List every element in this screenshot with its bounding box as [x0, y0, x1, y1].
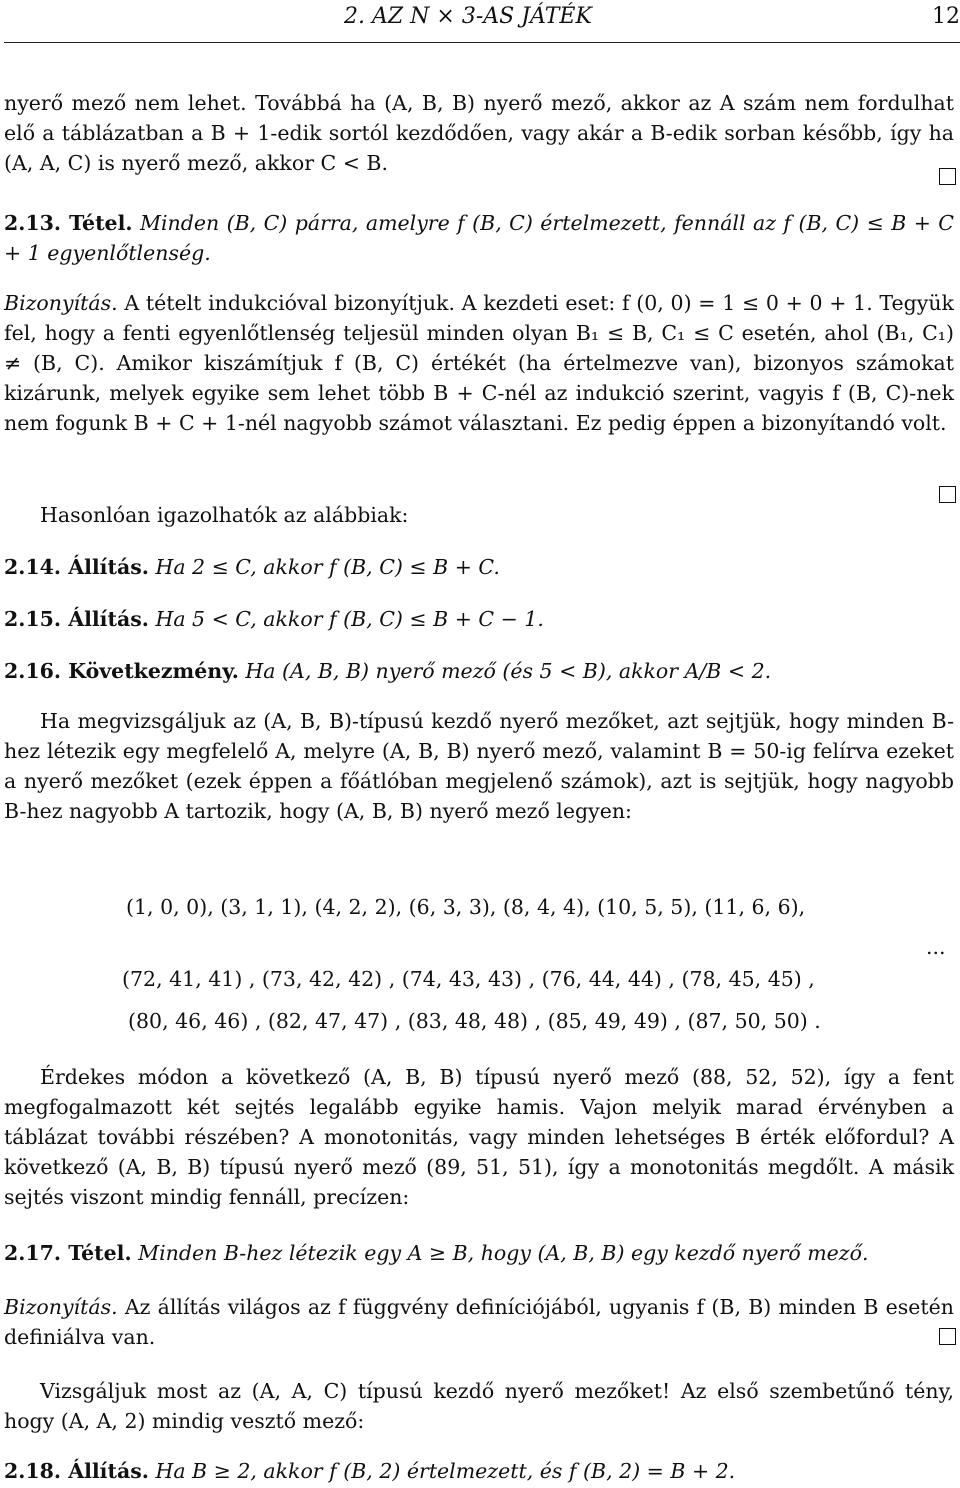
winning-list-dots: ... [926, 935, 946, 959]
paragraph-3: Érdekes módon a következő (A, B, B) típusú nyerő mező (88, 52, 52), így a fent megfogalmazott két sejtés legalább egyike hamis. Vajon melyik marad érvényben a táblázat további részében? A monotonitás, vagy minden lehetséges B érték előfordul? A következő (A, B, B) típusú nyerő mező (89, 51, 51), így a monotonitás megdőlt. A másik sejtés viszont mindig fennáll, precízen: [4, 1065, 954, 1209]
theorem-2-17 [4, 1238, 954, 1268]
chapter-title: 2. AZ N × 3-AS JÁTÉK [344, 4, 592, 29]
claim-label: 2.15. Állítás. [4, 607, 149, 631]
winning-list-line-2: (72, 41, 41) , (73, 42, 42) , (74, 43, 43) , (76, 44, 44) , (78, 45, 45) , [122, 967, 815, 991]
corollary-text: Ha (A, B, B) nyerő mező (és 5 < B), akkor A/B < 2. [245, 659, 772, 683]
winning-list-line-3: (80, 46, 46) , (82, 47, 47) , (83, 48, 48) , (85, 49, 49) , (87, 50, 50) . [128, 1009, 821, 1033]
claim-label: 2.18. Állítás. [4, 1459, 149, 1483]
theorem-text: Minden B-hez létezik egy A ≥ B, hogy (A, B, B) egy kezdő nyerő mező. [138, 1241, 869, 1265]
proof-2 [4, 1292, 954, 1352]
corollary-label: 2.16. Következmény. [4, 659, 239, 683]
paragraph-2: Ha megvizsgáljuk az (A, B, B)-típusú kezdő nyerő mezőket, azt sejtjük, hogy minden B-hez létezik egy megfelelő A, melyre (A, B, B) nyerő mező, valamint B = 50-ig felírva ezeket a nyerő mezőket (ezek éppen a főátlóban megjelenő számok), azt is sejtjük, hogy nagyobb B-hez nagyobb A tartozik, hogy (A, B, B) nyerő mező legyen: [4, 709, 954, 823]
paragraph-1: nyerő mező nem lehet. Továbbá ha (A, B, B) nyerő mező, akkor az A szám nem fordulhat elő a táblázatban a B + 1-edik sortól kezdődően, vagy akár a B-edik sorban később, így ha (A, A, C) is nyerő mező, akkor C < B. [4, 91, 954, 175]
paragraph-4: Vizsgáljuk most az (A, A, C) típusú kezdő nyerő mezőket! Az első szembetűnő tény, hogy (A, A, 2) mindig vesztő mező: [4, 1379, 954, 1433]
theorem-label: 2.17. Tétel. [4, 1241, 132, 1265]
corollary-2-16 [4, 656, 954, 686]
qed-square-icon [939, 168, 956, 185]
header-rule [4, 42, 960, 43]
page-number: 12 [932, 4, 960, 29]
claim-2-15 [4, 604, 954, 634]
winning-list-line-1: (1, 0, 0), (3, 1, 1), (4, 2, 2), (6, 3, 3), (8, 4, 4), (10, 5, 5), (11, 6, 6), [126, 895, 806, 919]
claim-text: Ha 5 < C, akkor f (B, C) ≤ B + C − 1. [155, 607, 544, 631]
claim-label: 2.14. Állítás. [4, 555, 149, 579]
proof-label: Bizonyítás. [4, 1295, 118, 1319]
similar-intro: Hasonlóan igazolhatók az alábbiak: [40, 503, 409, 527]
proof-text: Az állítás világos az f függvény definíciójából, ugyanis f (B, B) minden B esetén definiálva van. [4, 1295, 954, 1349]
claim-text: Ha B ≥ 2, akkor f (B, 2) értelmezett, és f (B, 2) = B + 2. [155, 1459, 736, 1483]
proof-1 [4, 288, 954, 438]
theorem-2-13 [4, 208, 954, 268]
claim-2-14 [4, 552, 954, 582]
proof-text: A tételt indukcióval bizonyítjuk. A kezdeti eset: f (0, 0) = 1 ≤ 0 + 0 + 1. Tegyük fel, hogy a fenti egyenlőtlenség teljesül minden olyan B₁ ≤ B, C₁ ≤ C esetén, ahol (B₁, C₁) ≠ (B, C). Amikor kiszámítjuk f (B, C) értékét (ha értelmezve van), bizonyos számokat kizárunk, melyek egyike sem lehet több B + C-nél az indukció szerint, vagyis f (B, C)-nek nem fogunk B + C + 1-nél nagyobb számot választani. Ez pedig éppen a bizonyítandó volt. [4, 291, 954, 435]
claim-2-18 [4, 1456, 954, 1486]
proof-label: Bizonyítás. [4, 291, 118, 315]
claim-text: Ha 2 ≤ C, akkor f (B, C) ≤ B + C. [155, 555, 500, 579]
qed-square-icon [939, 1328, 956, 1345]
theorem-label: 2.13. Tétel. [4, 211, 133, 235]
running-header [4, 4, 960, 34]
theorem-text: Minden (B, C) párra, amelyre f (B, C) értelmezett, fennáll az f (B, C) ≤ B + C + 1 egyenlőtlenség. [4, 211, 954, 265]
